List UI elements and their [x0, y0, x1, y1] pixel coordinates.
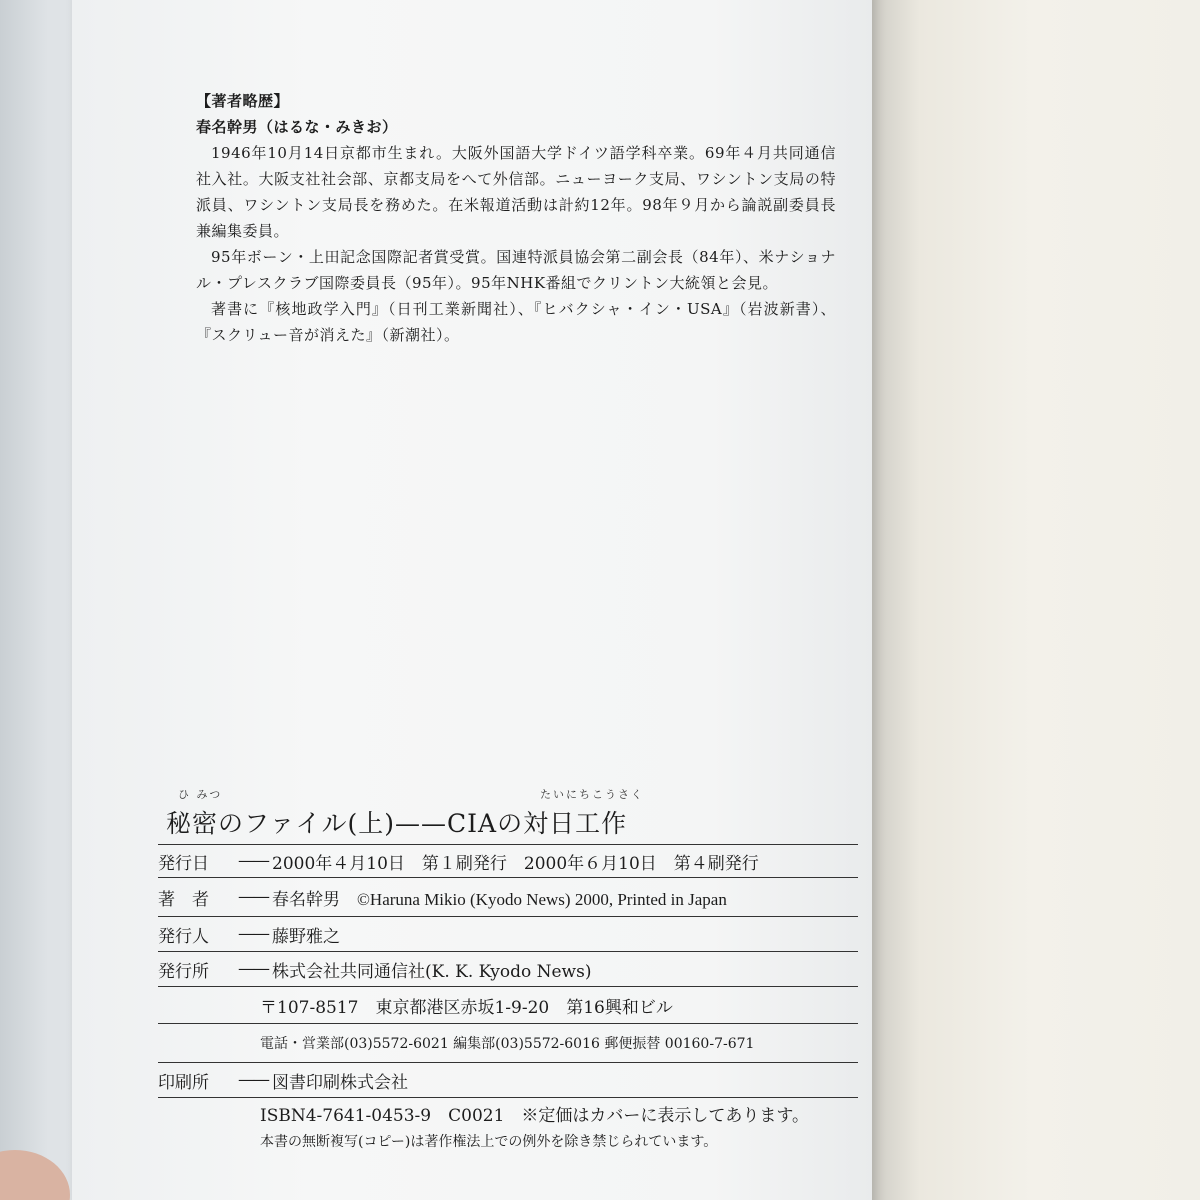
book-title: 秘密のファイル(上)——CIAの対日工作 — [166, 809, 628, 838]
printer-dash: —— — [238, 1070, 268, 1090]
printer-label: 印刷所 — [158, 1072, 209, 1093]
colophon — [158, 844, 858, 1154]
printer-value: 図書印刷株式会社 — [272, 1072, 408, 1093]
bio-heading: 【著者略歴】 — [196, 92, 290, 110]
copyright-notice: 本書の無断複写(コピー)は著作権法上での例外を除き禁じられています。 — [260, 1134, 718, 1150]
isbn-line: ISBN4-7641-0453-9 C0021 ※定価はカバーに表示してあります。 — [260, 1105, 810, 1126]
publisher-person-value: 藤野雅之 — [272, 926, 340, 947]
bio-paragraph-awards: 95年ボーン・上田記念国際記者賞受賞。国連特派員協会第二副会長（84年）、米ナショナル・プレスクラブ国際委員長（95年）。95年NHK番組でクリントン大統領と会見。 — [196, 248, 836, 292]
bio-paragraph-career: 1946年10月14日京都市生まれ。大阪外国語大学ドイツ語学科卒業。69年４月共同通信社入社。大阪支社社会部、京都支局をへて外信部。ニューヨーク支局、ワシントン支局の特派員、ワシントン支局長を務めた。在米報道活動は計約12年。98年９月から論説副委員長兼編集委員。 — [196, 144, 836, 240]
issue-date-value: 2000年４月10日 第１刷発行 2000年６月10日 第４刷発行 — [272, 853, 759, 874]
bio-author-name: 春名幹男（はるな・みきお） — [196, 118, 398, 136]
facing-page — [872, 0, 1200, 1200]
title-ruby-himitsu: ひ みつ — [178, 788, 223, 801]
issue-date-dash: —— — [238, 851, 268, 871]
colophon-row-publisher — [158, 951, 858, 986]
colophon-row-address — [158, 986, 858, 1023]
publisher-person-label: 発行人 — [158, 926, 209, 947]
author-value: 春名幹男 ©Haruna Mikio (Kyodo News) 2000, Printed in Japan — [272, 889, 727, 909]
publisher-dash: —— — [238, 959, 268, 979]
publisher-phones: 電話・営業部(03)5572-6021 編集部(03)5572-6016 郵便振替 00160-7-671 — [260, 1036, 755, 1052]
author-dash: —— — [238, 887, 268, 907]
colophon-row-isbn — [158, 1097, 858, 1128]
bio-paragraph-books: 著書に『核地政学入門』（日刊工業新聞社）、『ヒバクシャ・イン・USA』（岩波新書）、『スクリュー音が消えた』（新潮社）。 — [196, 300, 836, 344]
colophon-row-phones — [158, 1023, 858, 1062]
publisher-address: 〒107-8517 東京都港区赤坂1-9-20 第16興和ビル — [260, 997, 673, 1018]
colophon-row-publisher-person — [158, 916, 858, 951]
author-label: 著 者 — [158, 889, 209, 910]
author-bio — [196, 88, 836, 348]
title-ruby-tainichi: たいにちこうさく — [540, 788, 644, 801]
finger-edge — [0, 1150, 70, 1200]
colophon-row-copyright — [158, 1128, 858, 1154]
publisher-value: 株式会社共同通信社(K. K. Kyodo News) — [272, 961, 592, 982]
colophon-row-printer — [158, 1062, 858, 1097]
colophon-row-author — [158, 877, 858, 916]
publisher-label: 発行所 — [158, 961, 209, 982]
colophon-row-issue-date — [158, 844, 858, 877]
issue-date-label: 発行日 — [158, 853, 209, 874]
publisher-person-dash: —— — [238, 924, 268, 944]
